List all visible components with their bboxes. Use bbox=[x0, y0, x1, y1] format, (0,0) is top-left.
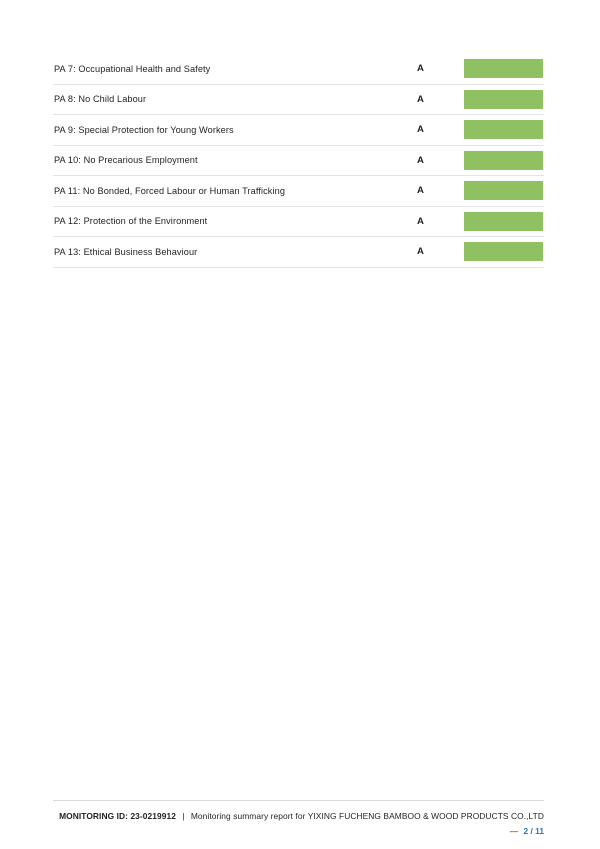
rating-bar bbox=[464, 90, 543, 109]
performance-area-label: PA 11: No Bonded, Forced Labour or Human Trafficking bbox=[54, 185, 286, 196]
performance-area-label: PA 10: No Precarious Employment bbox=[54, 155, 198, 166]
rating-bar-cell bbox=[464, 212, 544, 231]
table-row bbox=[53, 85, 544, 116]
footer-dash: — bbox=[509, 826, 519, 836]
table-row bbox=[53, 176, 544, 207]
performance-area-rating: A bbox=[417, 185, 424, 197]
rating-bar-cell bbox=[464, 181, 544, 200]
rating-bar-cell bbox=[464, 59, 544, 78]
table-row bbox=[53, 54, 544, 85]
monitoring-id: MONITORING ID: 23-0219912 bbox=[59, 811, 176, 821]
performance-area-rating: A bbox=[417, 246, 424, 258]
rating-bar-cell bbox=[464, 151, 544, 170]
footer-text bbox=[53, 809, 544, 839]
performance-area-label: PA 13: Ethical Business Behaviour bbox=[54, 246, 198, 257]
performance-area-label: PA 12: Protection of the Environment bbox=[54, 216, 208, 227]
performance-area-rating: A bbox=[417, 63, 424, 75]
performance-areas-table bbox=[53, 54, 544, 268]
table-row bbox=[53, 207, 544, 238]
rating-bar-cell bbox=[464, 90, 544, 109]
rating-bar bbox=[464, 59, 543, 78]
page-number: 2 / 11 bbox=[523, 826, 544, 836]
table-row bbox=[53, 237, 544, 268]
performance-area-rating: A bbox=[417, 215, 424, 227]
rating-bar bbox=[464, 242, 543, 261]
footer-separator: | bbox=[182, 811, 185, 821]
performance-area-rating: A bbox=[417, 124, 424, 136]
footer-description: Monitoring summary report for YIXING FUCHENG BAMBOO & WOOD PRODUCTS CO.,LTD bbox=[190, 811, 544, 821]
rating-bar bbox=[464, 181, 543, 200]
performance-area-rating: A bbox=[417, 93, 424, 105]
performance-area-rating: A bbox=[417, 154, 424, 166]
table-row bbox=[53, 115, 544, 146]
table-row bbox=[53, 146, 544, 177]
rating-bar-cell bbox=[464, 120, 544, 139]
rating-bar bbox=[464, 151, 543, 170]
performance-area-label: PA 7: Occupational Health and Safety bbox=[54, 63, 211, 74]
rating-bar bbox=[464, 212, 543, 231]
rating-bar-cell bbox=[464, 242, 544, 261]
performance-area-label: PA 9: Special Protection for Young Workers bbox=[54, 124, 234, 135]
rating-bar bbox=[464, 120, 543, 139]
performance-area-label: PA 8: No Child Labour bbox=[54, 94, 147, 105]
page-footer bbox=[53, 800, 544, 839]
